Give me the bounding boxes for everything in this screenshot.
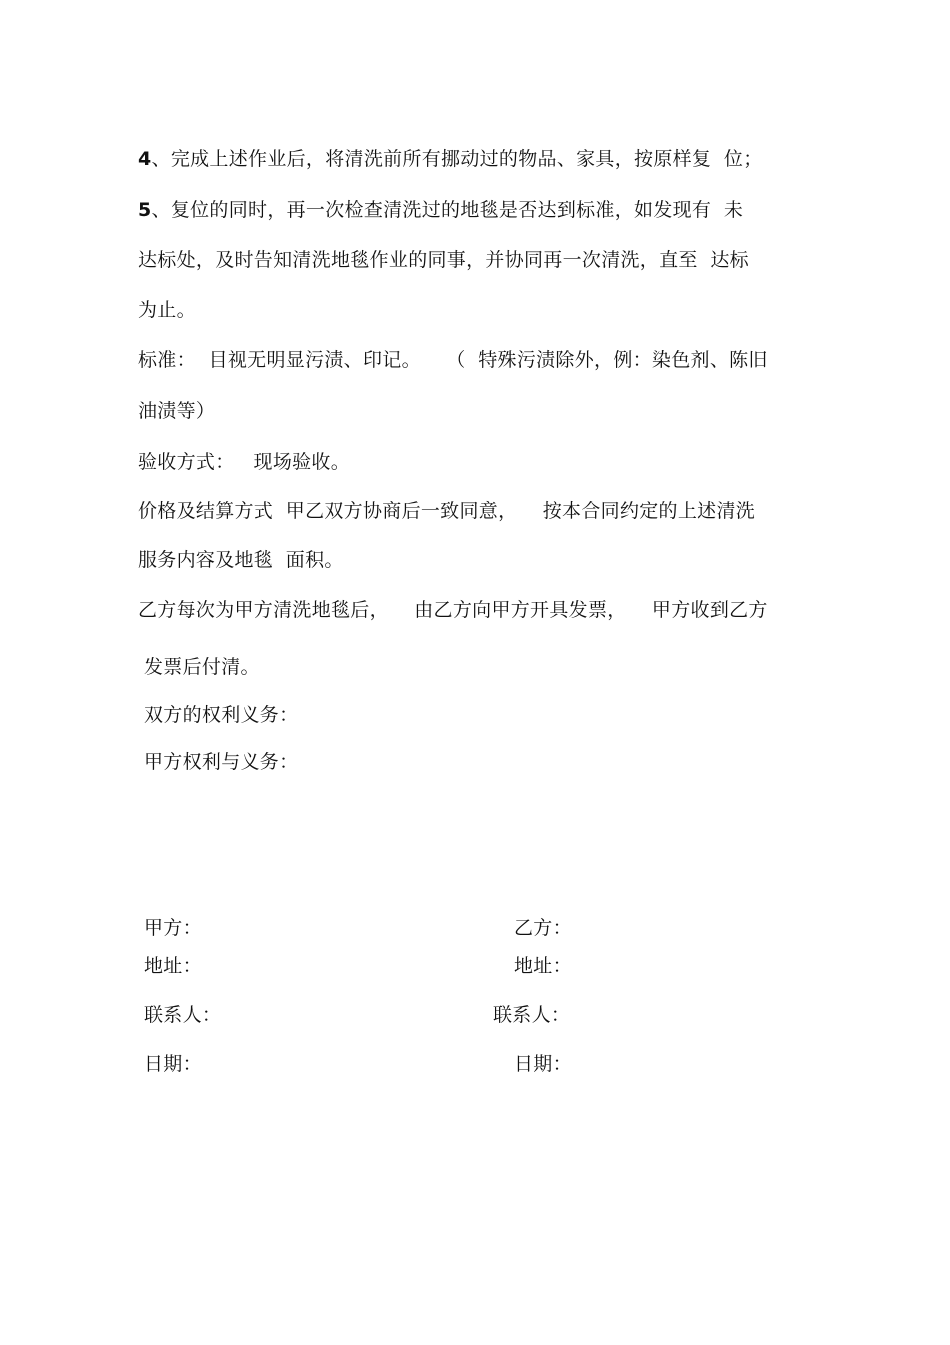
payment-line: 乙方每次为甲方清洗地毯后， 由乙方向甲方开具发票， 甲方收到乙方 bbox=[138, 599, 768, 621]
item-4-text: 、完成上述作业后，将清洗前所有挪动过的物品、家具，按原样复 位； bbox=[151, 148, 763, 170]
price-settlement-continuation: 服务内容及地毯 面积。 bbox=[138, 549, 344, 571]
price-settlement-line: 价格及结算方式 甲乙双方协商后一致同意， 按本合同约定的上述清洗 bbox=[138, 500, 756, 522]
item-4-line bbox=[138, 146, 763, 172]
party-b-contact-label: 联系人： bbox=[493, 1004, 571, 1026]
party-a-date-label: 日期： bbox=[144, 1053, 202, 1075]
item-5-text: 、复位的同时，再一次检查清洗过的地毯是否达到标准，如发现有 未 bbox=[151, 199, 744, 221]
party-b-label: 乙方： bbox=[514, 917, 572, 939]
standard-line: 标准： 目视无明显污渍、印记。 （ 特殊污渍除外，例：染色剂、陈旧 bbox=[138, 349, 768, 371]
party-a-contact-label: 联系人： bbox=[144, 1004, 222, 1026]
payment-continuation: 发票后付清。 bbox=[144, 656, 260, 678]
rights-title: 双方的权利义务： bbox=[144, 704, 299, 726]
item-4-number: 4 bbox=[138, 148, 152, 170]
party-b-address-label: 地址： bbox=[514, 955, 572, 977]
item-5-end: 为止。 bbox=[138, 299, 196, 321]
item-5-continuation: 达标处，及时告知清洗地毯作业的同事，并协同再一次清洗，直至 达标 bbox=[138, 249, 749, 271]
party-b-date-label: 日期： bbox=[514, 1053, 572, 1075]
party-a-label: 甲方： bbox=[144, 917, 202, 939]
item-5-number: 5 bbox=[138, 199, 152, 221]
party-a-rights-title: 甲方权利与义务： bbox=[144, 751, 299, 773]
standard-continuation: 油渍等） bbox=[138, 400, 216, 422]
acceptance-method: 验收方式： 现场验收。 bbox=[138, 451, 351, 473]
party-a-address-label: 地址： bbox=[144, 955, 202, 977]
item-5-line bbox=[138, 197, 743, 223]
